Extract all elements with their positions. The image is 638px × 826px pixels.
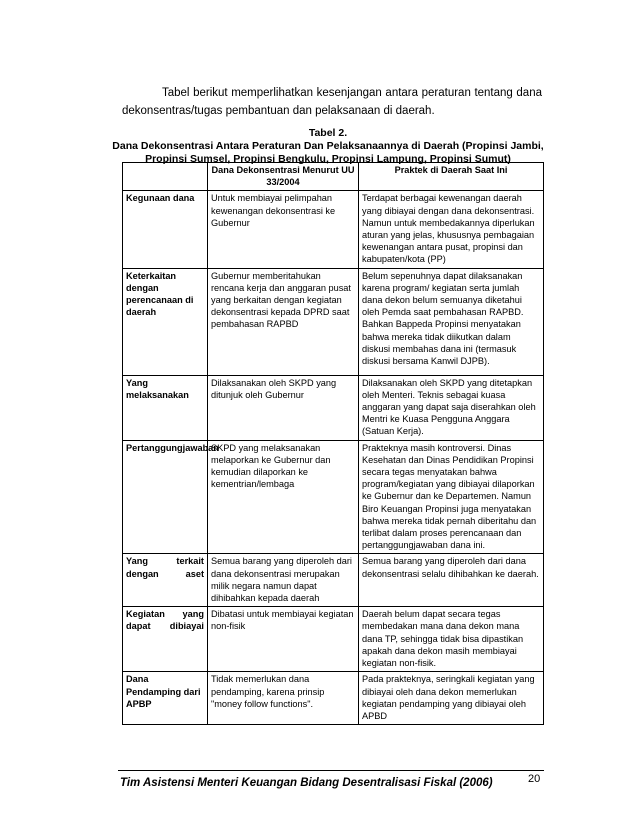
table-number: Tabel 2.	[308, 127, 348, 139]
intro-line-2: dekonsentras/tugas pembantuan dan pelaksanaan di daerah.	[122, 105, 435, 117]
row-practice: Terdapat berbagai kewenangan daerah yang dibiayai dengan dana dekonsentrasi. Namun untuk membedakannya diperlukan aturan yang jelas, khususnya pembagaian kewenangan antara pusat, propinsi dan kabupaten/kota (PP)	[359, 191, 544, 268]
table-row	[123, 440, 544, 554]
row-aspect: Yang melaksanakan	[123, 375, 208, 440]
row-aspect: Pertanggungjawaban	[123, 440, 208, 554]
row-rule: Semua barang yang diperoleh dari dana dekonsentrasi merupakan milik negara namun dapat dihibahkan kepada daerah	[208, 554, 359, 607]
header-aspect	[123, 163, 208, 191]
row-aspect: Kegunaan dana	[123, 191, 208, 268]
footer-text: Tim Asistensi Menteri Keuangan Bidang Desentralisasi Fiskal (2006)	[120, 777, 493, 789]
table-caption	[110, 127, 546, 166]
row-practice: Semua barang yang diperoleh dari dana dekonsentrasi selalu dihibahkan ke daerah.	[359, 554, 544, 607]
row-rule: Dibatasi untuk membiayai kegiatan non-fisik	[208, 607, 359, 672]
row-rule: Dilaksanakan oleh SKPD yang ditunjuk oleh Gubernur	[208, 375, 359, 440]
table-title-line-1: Dana Dekonsentrasi Antara Peraturan Dan Pelaksanaannya di Daerah (Propinsi Jambi,	[112, 140, 544, 152]
footer-divider	[118, 770, 544, 771]
table-row	[123, 554, 544, 607]
row-aspect: Kegiatan yang dapat dibiayai	[123, 607, 208, 672]
row-rule: SKPD yang melaksanakan melaporkan ke Gubernur dan kemudian dilaporkan ke kementrian/lembaga	[208, 440, 359, 554]
row-practice: Daerah belum dapat secara tegas membedakan mana dana dekon mana dana TP, sehingga tidak bisa dipastikan apakah dana dekon masih membiayai kegiatan non-fisik.	[359, 607, 544, 672]
row-aspect: Dana Pendamping dari APBP	[123, 672, 208, 725]
page-number: 20	[528, 773, 541, 785]
table-title-line-2: Propinsi Sumsel, Propinsi Bengkulu, Propinsi Lampung, Propinsi Sumut)	[145, 153, 511, 165]
table-row	[123, 191, 544, 268]
table-row	[123, 375, 544, 440]
table-row	[123, 607, 544, 672]
table-row	[123, 268, 544, 375]
header-practice: Praktek di Daerah Saat Ini	[359, 163, 544, 191]
intro-line-1: Tabel berikut memperlihatkan kesenjangan antara peraturan tentang dana	[162, 87, 542, 99]
row-aspect: Keterkaitan dengan perencanaan di daerah	[123, 268, 208, 375]
row-practice: Belum sepenuhnya dapat dilaksanakan karena program/ kegiatan serta jumlah dana dekon belum semuanya diketahui oleh Pemda saat pembahasan RAPBD. Bahkan Bappeda Propinsi menyatakan bahwa mereka tidak diikutkan dalam diskusi membahas dana ini (termasuk diskusi bersama Kanwil DJPB).	[359, 268, 544, 375]
header-rule: Dana Dekonsentrasi Menurut UU 33/2004	[208, 163, 359, 191]
table-row	[123, 672, 544, 725]
row-rule: Gubernur memberitahukan rencana kerja dan anggaran pusat yang berkaitan dengan kegiatan dekonsentrasi kepada DPRD saat pembahasan RAPBD	[208, 268, 359, 375]
row-rule: Tidak memerlukan dana pendamping, karena prinsip "money follow functions".	[208, 672, 359, 725]
row-practice: Pada prakteknya, seringkali kegiatan yang dibiayai oleh dana dekon memerlukan kegiatan pendamping yang dibiayai oleh APBD	[359, 672, 544, 725]
row-rule: Untuk membiayai pelimpahan kewenangan dekonsentrasi ke Gubernur	[208, 191, 359, 268]
row-aspect: Yang terkait dengan aset	[123, 554, 208, 607]
row-practice: Prakteknya masih kontroversi. Dinas Kesehatan dan Dinas Pendidikan Propinsi secara tegas menyatakan bahwa program/kegiatan yang dibiayai dilaporkan ke Gubernur dan ke Departemen. Namun Biro Keuangan Propinsi juga menyatakan bahwa mereka tidak pernah diberitahu dan terlibat dalam proses perencanaan dan pertanggungjawaban dana ini.	[359, 440, 544, 554]
intro-paragraph	[122, 84, 542, 120]
table-header-row	[123, 163, 544, 191]
comparison-table	[122, 162, 544, 725]
row-practice: Dilaksanakan oleh SKPD yang ditetapkan oleh Menteri. Teknis sebagai kuasa anggaran yang dapat saja diserahkan oleh Mentri ke Kuasa Pengguna Anggara (Satuan Kerja).	[359, 375, 544, 440]
